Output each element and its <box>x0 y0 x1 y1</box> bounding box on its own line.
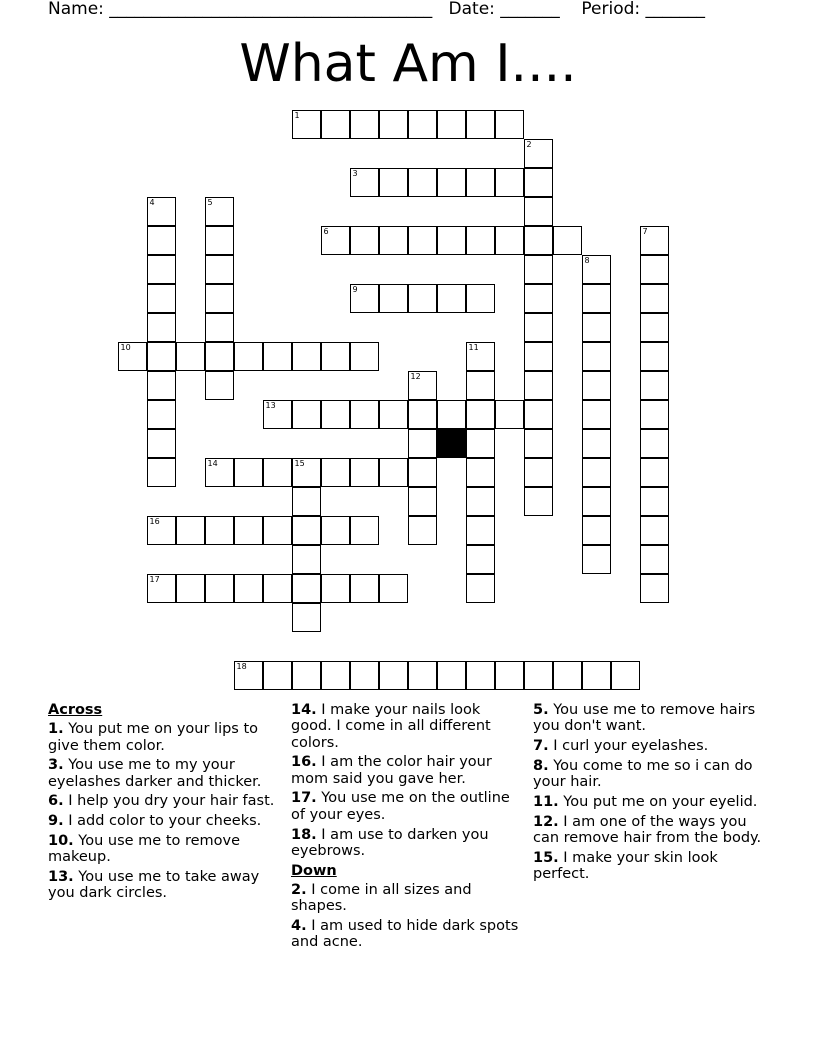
crossword-cell[interactable] <box>408 487 437 516</box>
crossword-cell[interactable] <box>321 661 350 690</box>
down-heading: Down <box>291 862 337 879</box>
crossword-cell[interactable] <box>205 197 234 226</box>
crossword-cell[interactable] <box>379 400 408 429</box>
clue-number: 16 <box>149 517 160 526</box>
clue-number-label: 16. <box>291 754 317 771</box>
name-field[interactable]: Name: ______________________________________ <box>48 0 433 19</box>
crossword-cell[interactable] <box>350 661 379 690</box>
crossword-cell[interactable] <box>640 313 669 342</box>
crossword-cell[interactable] <box>292 603 321 632</box>
crossword-cell[interactable] <box>176 342 205 371</box>
crossword-cell[interactable] <box>350 342 379 371</box>
crossword-cell[interactable] <box>524 458 553 487</box>
clue-text: You use me on the outline of your eyes. <box>291 790 510 823</box>
crossword-cell[interactable] <box>437 226 466 255</box>
crossword-cell[interactable] <box>524 313 553 342</box>
crossword-cell[interactable] <box>147 313 176 342</box>
crossword-cell[interactable] <box>495 400 524 429</box>
clue-number-label: 18. <box>291 826 317 843</box>
crossword-cell[interactable] <box>205 516 234 545</box>
crossword-cell[interactable] <box>466 516 495 545</box>
clue-number-label: 8. <box>533 757 549 774</box>
down-clue-list <box>291 882 523 951</box>
date-field[interactable]: Date: _______ <box>448 0 560 19</box>
clue-number-label: 1. <box>48 721 64 738</box>
clue-number-label: 5. <box>533 702 549 718</box>
crossword-cell[interactable] <box>118 342 147 371</box>
crossword-cell[interactable] <box>524 226 553 255</box>
crossword-cell[interactable] <box>263 400 292 429</box>
crossword-cell[interactable] <box>495 661 524 690</box>
crossword-cell[interactable] <box>350 574 379 603</box>
crossword-cell[interactable] <box>205 284 234 313</box>
clue-item <box>48 869 278 902</box>
crossword-cell[interactable] <box>437 661 466 690</box>
crossword-cell[interactable] <box>466 458 495 487</box>
clue-number-label: 15. <box>533 849 559 866</box>
clue-number-label: 12. <box>533 813 559 830</box>
clue-number: 14 <box>207 459 218 468</box>
clue-number: 10 <box>120 343 131 352</box>
crossword-cell[interactable] <box>321 110 350 139</box>
clue-text: I help you dry your hair fast. <box>63 793 275 810</box>
crossword-cell[interactable] <box>292 487 321 516</box>
crossword-cell[interactable] <box>524 342 553 371</box>
clue-text: I am the color hair your mom said you gave her. <box>291 754 492 787</box>
crossword-cell[interactable] <box>234 574 263 603</box>
clue-number: 3 <box>352 169 358 178</box>
crossword-cell[interactable] <box>321 458 350 487</box>
crossword-cell[interactable] <box>263 661 292 690</box>
crossword-cell[interactable] <box>147 371 176 400</box>
crossword-cell[interactable] <box>234 516 263 545</box>
clue-text: I make your skin look perfect. <box>533 849 718 883</box>
crossword-cell[interactable] <box>292 661 321 690</box>
crossword-cell[interactable] <box>147 284 176 313</box>
crossword-cell[interactable] <box>640 226 669 255</box>
crossword-cell[interactable] <box>640 342 669 371</box>
clue-number-label: 13. <box>48 869 74 886</box>
crossword-cell[interactable] <box>640 574 669 603</box>
crossword-cell[interactable] <box>292 458 321 487</box>
clue-number: 15 <box>294 459 305 468</box>
clue-text: I curl your eyelashes. <box>548 738 709 755</box>
crossword-cell[interactable] <box>147 226 176 255</box>
crossword-cell[interactable] <box>379 661 408 690</box>
crossword-cell[interactable] <box>147 429 176 458</box>
clue-item <box>533 850 768 883</box>
crossword-cell[interactable] <box>466 342 495 371</box>
crossword-cell[interactable] <box>234 458 263 487</box>
clue-number-label: 4. <box>291 918 307 935</box>
crossword-cell[interactable] <box>205 371 234 400</box>
crossword-cell[interactable] <box>379 168 408 197</box>
clue-item <box>291 790 523 823</box>
clue-item <box>291 702 523 751</box>
crossword-cell[interactable] <box>495 226 524 255</box>
crossword-cell[interactable] <box>379 110 408 139</box>
crossword-cell[interactable] <box>350 168 379 197</box>
crossword-cell[interactable] <box>205 255 234 284</box>
crossword-cell[interactable] <box>640 371 669 400</box>
clues-column-2 <box>291 702 523 954</box>
clue-number: 7 <box>642 227 648 236</box>
clue-number: 11 <box>468 343 479 352</box>
crossword-cell[interactable] <box>379 458 408 487</box>
crossword-cell[interactable] <box>582 545 611 574</box>
crossword-cell[interactable] <box>408 400 437 429</box>
crossword-cell[interactable] <box>408 516 437 545</box>
clue-item <box>291 754 523 787</box>
crossword-cell[interactable] <box>582 313 611 342</box>
crossword-cell[interactable] <box>176 574 205 603</box>
clue-number-label: 14. <box>291 702 317 718</box>
crossword-cell[interactable] <box>495 110 524 139</box>
clue-text: You use me to remove makeup. <box>48 833 241 866</box>
page-title: What Am I.... <box>239 34 577 94</box>
crossword-cell[interactable] <box>582 458 611 487</box>
crossword-cell[interactable] <box>147 342 176 371</box>
crossword-cell[interactable] <box>292 545 321 574</box>
crossword-cell[interactable] <box>234 661 263 690</box>
crossword-cell[interactable] <box>263 342 292 371</box>
clue-number-label: 6. <box>48 793 64 810</box>
clue-number: 4 <box>149 198 155 207</box>
crossword-cell[interactable] <box>582 371 611 400</box>
crossword-cell[interactable] <box>321 400 350 429</box>
crossword-cell[interactable] <box>147 255 176 284</box>
period-field[interactable]: Period: _______ <box>581 0 706 19</box>
crossword-cell[interactable] <box>147 458 176 487</box>
crossword-cell[interactable] <box>205 313 234 342</box>
crossword-cell[interactable] <box>205 342 234 371</box>
clue-text: You put me on your eyelid. <box>558 793 758 810</box>
crossword-cell[interactable] <box>408 284 437 313</box>
crossword-cell[interactable] <box>263 516 292 545</box>
clue-item <box>533 738 768 754</box>
crossword-cell[interactable] <box>205 226 234 255</box>
crossword-cell[interactable] <box>524 197 553 226</box>
crossword-cell[interactable] <box>524 371 553 400</box>
crossword-cell[interactable] <box>350 284 379 313</box>
crossword-cell[interactable] <box>524 400 553 429</box>
crossword-cell[interactable] <box>408 226 437 255</box>
crossword-cell[interactable] <box>640 487 669 516</box>
crossword-cell[interactable] <box>263 458 292 487</box>
clue-number: 9 <box>352 285 358 294</box>
clue-text: I add color to your cheeks. <box>63 813 262 830</box>
clue-number: 12 <box>410 372 421 381</box>
clue-item <box>533 758 768 791</box>
crossword-cell[interactable] <box>582 255 611 284</box>
crossword-cell[interactable] <box>147 574 176 603</box>
clue-item <box>291 918 523 951</box>
crossword-cell[interactable] <box>437 168 466 197</box>
crossword-cell[interactable] <box>205 574 234 603</box>
clue-item <box>48 833 278 866</box>
across-clue-list <box>48 721 278 901</box>
clue-text: I make your nails look good. I come in all different colors. <box>291 702 491 751</box>
clue-text: You put me on your lips to give them color. <box>48 721 259 754</box>
crossword-cell[interactable] <box>466 284 495 313</box>
crossword-cell[interactable] <box>292 110 321 139</box>
clue-text: You use me to my your eyelashes darker and thicker. <box>48 757 262 790</box>
crossword-cell[interactable] <box>379 226 408 255</box>
crossword-cell[interactable] <box>408 429 437 458</box>
crossword-cell[interactable] <box>640 255 669 284</box>
crossword-cell[interactable] <box>495 168 524 197</box>
clue-number-label: 7. <box>533 738 549 755</box>
crossword-cell[interactable] <box>408 110 437 139</box>
crossword-cell[interactable] <box>640 429 669 458</box>
crossword-cell[interactable] <box>321 516 350 545</box>
crossword-cell[interactable] <box>408 168 437 197</box>
clue-text: I am one of the ways you can remove hair from the body. <box>533 813 762 847</box>
clue-number: 8 <box>584 256 590 265</box>
crossword-cell[interactable] <box>466 400 495 429</box>
clue-number: 17 <box>149 575 160 584</box>
crossword-cell[interactable] <box>263 574 292 603</box>
crossword-cell[interactable] <box>292 516 321 545</box>
clue-text: I come in all sizes and shapes. <box>291 881 472 915</box>
crossword-cell[interactable] <box>350 458 379 487</box>
crossword-cell[interactable] <box>582 400 611 429</box>
crossword-cell[interactable] <box>611 661 640 690</box>
clue-text: You use me to take away you dark circles. <box>48 869 260 902</box>
crossword-cell[interactable] <box>466 168 495 197</box>
crossword-cell[interactable] <box>640 545 669 574</box>
crossword-cell[interactable] <box>582 516 611 545</box>
crossword-cell[interactable] <box>524 661 553 690</box>
crossword-cell[interactable] <box>379 284 408 313</box>
clue-number: 5 <box>207 198 213 207</box>
clue-number: 18 <box>236 662 247 671</box>
clue-item <box>291 827 523 860</box>
crossword-cell[interactable] <box>147 197 176 226</box>
clue-item <box>48 793 278 809</box>
crossword-cell[interactable] <box>234 342 263 371</box>
crossword-cell[interactable] <box>408 371 437 400</box>
crossword-cell[interactable] <box>321 574 350 603</box>
crossword-cell[interactable] <box>640 516 669 545</box>
clues-column-3 <box>533 702 768 886</box>
clues-column-1 <box>48 702 278 905</box>
crossword-cell[interactable] <box>466 574 495 603</box>
clue-text: You come to me so i can do your hair. <box>533 757 753 791</box>
clue-number-label: 17. <box>291 790 317 807</box>
crossword-cell[interactable] <box>350 400 379 429</box>
crossword-cell[interactable] <box>466 110 495 139</box>
crossword-cell[interactable] <box>147 400 176 429</box>
crossword-cell[interactable] <box>292 400 321 429</box>
crossword-cell[interactable] <box>379 574 408 603</box>
clue-text: You use me to remove hairs you don't want. <box>533 702 756 735</box>
clue-number-label: 9. <box>48 813 64 830</box>
crossword-cell[interactable] <box>553 661 582 690</box>
crossword-cell[interactable] <box>524 168 553 197</box>
crossword-cell[interactable] <box>205 458 234 487</box>
black-square <box>437 429 466 458</box>
crossword-cell[interactable] <box>292 574 321 603</box>
clue-number: 6 <box>323 227 329 236</box>
crossword-cell[interactable] <box>582 342 611 371</box>
crossword-cell[interactable] <box>640 400 669 429</box>
clue-item <box>48 721 278 754</box>
crossword-cell[interactable] <box>582 429 611 458</box>
crossword-cell[interactable] <box>292 342 321 371</box>
crossword-cell[interactable] <box>524 139 553 168</box>
crossword-cell[interactable] <box>524 487 553 516</box>
clue-item <box>533 794 768 810</box>
clue-text: I am used to hide dark spots and acne. <box>291 918 519 951</box>
crossword-cell[interactable] <box>466 371 495 400</box>
crossword-cell[interactable] <box>582 487 611 516</box>
clue-number-label: 10. <box>48 833 74 850</box>
crossword-cell[interactable] <box>466 487 495 516</box>
clue-item <box>533 702 768 735</box>
crossword-cell[interactable] <box>524 255 553 284</box>
across-clue-list-continued <box>291 702 523 859</box>
clue-number-label: 2. <box>291 881 307 898</box>
clue-number-label: 3. <box>48 757 64 774</box>
crossword-cell[interactable] <box>640 284 669 313</box>
down-clue-list-continued <box>533 702 768 882</box>
crossword-cell[interactable] <box>582 284 611 313</box>
crossword-cell[interactable] <box>437 284 466 313</box>
crossword-cell[interactable] <box>437 400 466 429</box>
crossword-cell[interactable] <box>350 516 379 545</box>
across-heading: Across <box>48 702 103 718</box>
crossword-cell[interactable] <box>466 545 495 574</box>
clue-number-label: 11. <box>533 793 559 810</box>
crossword-cell[interactable] <box>408 661 437 690</box>
crossword-cell[interactable] <box>350 110 379 139</box>
crossword-cell[interactable] <box>350 226 379 255</box>
crossword-cell[interactable] <box>640 458 669 487</box>
crossword-cell[interactable] <box>408 458 437 487</box>
clue-number: 2 <box>526 140 532 149</box>
crossword-cell[interactable] <box>321 342 350 371</box>
clue-number: 1 <box>294 111 300 120</box>
crossword-cell[interactable] <box>553 226 582 255</box>
clue-number: 13 <box>265 401 276 410</box>
crossword-cell[interactable] <box>524 284 553 313</box>
crossword-cell[interactable] <box>176 516 205 545</box>
crossword-cell[interactable] <box>466 429 495 458</box>
crossword-cell[interactable] <box>321 226 350 255</box>
crossword-cell[interactable] <box>437 110 466 139</box>
clue-item <box>533 814 768 847</box>
clue-item <box>48 757 278 790</box>
crossword-cell[interactable] <box>147 516 176 545</box>
clue-text: I am use to darken you eyebrows. <box>291 826 489 859</box>
crossword-cell[interactable] <box>524 429 553 458</box>
crossword-cell[interactable] <box>466 226 495 255</box>
clue-item <box>291 882 523 915</box>
crossword-cell[interactable] <box>582 661 611 690</box>
crossword-cell[interactable] <box>466 661 495 690</box>
clue-item <box>48 813 278 829</box>
